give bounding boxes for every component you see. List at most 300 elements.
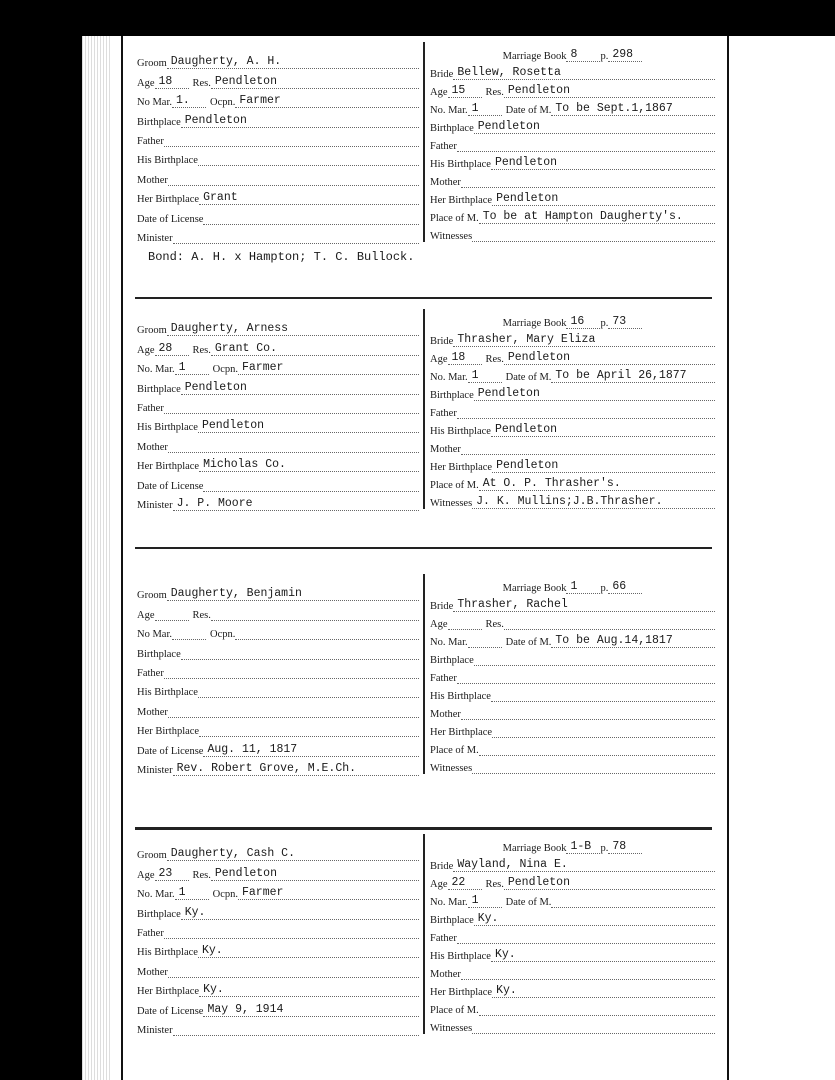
bride-field-row <box>430 684 715 702</box>
groom-field-row <box>137 861 419 880</box>
field-label: Age <box>430 879 448 890</box>
field-value <box>155 620 189 621</box>
groom-field-row <box>137 582 419 601</box>
field-value: Ky. <box>474 913 715 926</box>
groom-field-row <box>137 492 419 511</box>
bride-field-row <box>430 347 715 365</box>
field-value <box>168 452 419 453</box>
field-label: Res. <box>192 77 211 89</box>
scan-left-border <box>0 0 82 1080</box>
field-label: Birthplace <box>430 915 474 926</box>
field-label: Mother <box>137 174 168 186</box>
field-label: Res. <box>192 344 211 356</box>
column-divider <box>423 309 425 509</box>
bride-field-row <box>430 756 715 774</box>
field-value: To be Aug.14,1817 <box>551 635 715 648</box>
field-label: Father <box>430 408 457 419</box>
field-label: Bride <box>430 861 454 872</box>
field-label: Groom <box>137 58 167 70</box>
field-label: Witnesses <box>430 1023 473 1034</box>
field-value <box>211 620 419 621</box>
groom-field-row <box>137 472 419 491</box>
bride-section <box>430 40 715 242</box>
groom-field-row <box>137 225 419 244</box>
marriage-book-ref <box>430 40 715 62</box>
field-value: Rev. Robert Grove, M.E.Ch. <box>173 763 419 776</box>
field-label: Date of License <box>137 480 204 492</box>
column-divider <box>423 574 425 774</box>
field-label: Mother <box>430 709 461 720</box>
bride-field-row <box>430 702 715 720</box>
field-value: 1. <box>172 95 206 108</box>
groom-field-row <box>137 317 419 336</box>
field-value: 1 <box>175 887 209 900</box>
groom-section <box>137 50 419 244</box>
field-value <box>461 454 715 455</box>
bride-field-row <box>430 401 715 419</box>
field-label: Place of M. <box>430 480 479 491</box>
bride-field-row <box>430 962 715 980</box>
page-number: 73 <box>608 316 642 329</box>
groom-field-row <box>137 997 419 1016</box>
groom-section <box>137 842 419 1036</box>
field-label: Age <box>430 354 448 365</box>
field-value: Ky. <box>199 984 419 997</box>
bride-field-row <box>430 383 715 401</box>
field-value <box>504 629 715 630</box>
bride-field-row <box>430 365 715 383</box>
bride-section <box>430 572 715 774</box>
field-label: Minister <box>137 232 173 244</box>
field-value <box>164 146 419 147</box>
field-value: Pendleton <box>474 388 715 401</box>
field-value: 1 <box>175 362 209 375</box>
field-value: Grant Co. <box>211 343 419 356</box>
marriage-book-ref <box>430 307 715 329</box>
field-value <box>457 943 715 944</box>
marriage-book-ref <box>430 572 715 594</box>
groom-field-row <box>137 433 419 452</box>
field-label: Her Birthplace <box>137 726 200 738</box>
bride-field-row <box>430 666 715 684</box>
groom-field-row <box>137 128 419 147</box>
field-value: 23 <box>155 868 189 881</box>
field-label: Age <box>430 87 448 98</box>
groom-field-row <box>137 166 419 185</box>
field-value <box>173 243 419 244</box>
groom-field-row <box>137 698 419 717</box>
bride-field-row <box>430 455 715 473</box>
field-label: Mother <box>137 706 168 718</box>
field-value: Pendleton <box>504 352 715 365</box>
field-label: Place of M. <box>430 745 479 756</box>
groom-field-row <box>137 414 419 433</box>
scan-edge-noise <box>82 36 112 1080</box>
field-label: Birthplace <box>137 908 181 920</box>
bride-field-row <box>430 998 715 1016</box>
field-label: Her Birthplace <box>430 462 493 473</box>
field-label: Ocpn. <box>210 629 236 641</box>
field-value <box>164 413 419 414</box>
field-value <box>457 151 715 152</box>
field-label: Mother <box>137 441 168 453</box>
field-label: Bride <box>430 601 454 612</box>
field-label: Her Birthplace <box>430 727 493 738</box>
groom-field-row <box>137 395 419 414</box>
field-label: Age <box>137 609 155 621</box>
groom-field-row <box>137 108 419 127</box>
field-value: 1 <box>468 895 502 908</box>
field-value <box>198 697 419 698</box>
field-label: Birthplace <box>137 116 181 128</box>
field-label: His Birthplace <box>137 422 198 434</box>
field-label: Father <box>430 141 457 152</box>
groom-field-row <box>137 205 419 224</box>
field-value: Ky. <box>492 985 715 998</box>
field-label: Birthplace <box>430 123 474 134</box>
field-label: Mother <box>137 966 168 978</box>
record-separator <box>135 547 712 549</box>
field-label: Father <box>430 673 457 684</box>
bride-field-row <box>430 134 715 152</box>
field-label: His Birthplace <box>430 426 491 437</box>
marriage-book-label: Marriage Book <box>502 318 567 329</box>
page-number: 66 <box>608 581 642 594</box>
field-label: Ocpn. <box>212 889 238 901</box>
field-value: 15 <box>448 85 482 98</box>
field-label: Groom <box>137 325 167 337</box>
field-label: Witnesses <box>430 498 473 509</box>
page-label: p. <box>600 51 609 62</box>
bride-field-row <box>430 224 715 242</box>
groom-field-row <box>137 1017 419 1036</box>
field-value: Daugherty, Arness <box>167 323 419 336</box>
field-value: Grant <box>199 192 419 205</box>
field-value <box>172 639 206 640</box>
field-label: No. Mar. <box>430 372 468 383</box>
field-value <box>468 647 502 648</box>
marriage-book-label: Marriage Book <box>502 843 567 854</box>
field-label: No. Mar. <box>430 897 468 908</box>
field-label: Res. <box>485 879 504 890</box>
bride-field-row <box>430 170 715 188</box>
field-value <box>472 1033 715 1034</box>
groom-field-row <box>137 757 419 776</box>
page-label: p. <box>600 843 609 854</box>
marriage-record <box>135 572 715 777</box>
field-value <box>448 629 482 630</box>
field-label: Date of License <box>137 1005 204 1017</box>
field-value <box>199 736 419 737</box>
field-label: Res. <box>485 354 504 365</box>
field-value: Aug. 11, 1817 <box>203 744 419 757</box>
page-label: p. <box>600 583 609 594</box>
field-label: Her Birthplace <box>430 195 493 206</box>
field-value <box>168 977 419 978</box>
bride-field-row <box>430 206 715 224</box>
bride-field-row <box>430 720 715 738</box>
field-value: Wayland, Nina E. <box>453 859 715 872</box>
record-separator <box>135 297 712 299</box>
bride-field-row <box>430 944 715 962</box>
bride-field-row <box>430 648 715 666</box>
field-value: May 9, 1914 <box>203 1004 419 1017</box>
bride-field-row <box>430 738 715 756</box>
field-value <box>461 979 715 980</box>
groom-section <box>137 317 419 511</box>
field-label: No Mar. <box>137 629 172 641</box>
page-right-rule <box>727 36 729 1080</box>
field-value: 22 <box>448 877 482 890</box>
field-label: Minister <box>137 1024 173 1036</box>
field-label: Place of M. <box>430 1005 479 1016</box>
bride-field-row <box>430 872 715 890</box>
page-label: p. <box>600 318 609 329</box>
page-number: 298 <box>608 49 642 62</box>
field-value: To be Sept.1,1867 <box>551 103 715 116</box>
field-value: Pendleton <box>492 193 715 206</box>
field-value: Pendleton <box>181 382 419 395</box>
field-value <box>457 418 715 419</box>
marriage-record <box>135 40 715 245</box>
field-label: Birthplace <box>430 655 474 666</box>
groom-field-row <box>137 186 419 205</box>
groom-field-row <box>137 718 419 737</box>
field-value: Thrasher, Rachel <box>453 599 715 612</box>
field-value: Pendleton <box>211 76 419 89</box>
groom-field-row <box>137 621 419 640</box>
field-label: Place of M. <box>430 213 479 224</box>
field-value: Daugherty, Cash C. <box>167 848 419 861</box>
groom-field-row <box>137 336 419 355</box>
groom-field-row <box>137 375 419 394</box>
field-label: Witnesses <box>430 763 473 774</box>
groom-field-row <box>137 660 419 679</box>
bride-field-row <box>430 1016 715 1034</box>
field-value <box>164 938 419 939</box>
field-value <box>472 773 715 774</box>
field-value: Thrasher, Mary Eliza <box>453 334 715 347</box>
field-label: Father <box>137 402 164 414</box>
field-value <box>479 755 715 756</box>
field-value <box>479 1015 715 1016</box>
bride-field-row <box>430 594 715 612</box>
bride-field-row <box>430 98 715 116</box>
bride-section <box>430 832 715 1034</box>
marriage-book-number: 1-B <box>566 841 600 854</box>
field-label: Minister <box>137 499 173 511</box>
field-value: Ky. <box>181 907 419 920</box>
bride-section <box>430 307 715 509</box>
field-label: Date of License <box>137 745 204 757</box>
field-label: Father <box>137 667 164 679</box>
field-value <box>168 717 419 718</box>
bride-field-row <box>430 854 715 872</box>
field-value: Pendleton <box>504 85 715 98</box>
field-value: Pendleton <box>181 115 419 128</box>
field-value: Pendleton <box>491 424 715 437</box>
bride-field-row <box>430 908 715 926</box>
groom-field-row <box>137 147 419 166</box>
bride-field-row <box>430 980 715 998</box>
field-label: His Birthplace <box>137 155 198 167</box>
bride-field-row <box>430 62 715 80</box>
field-label: Father <box>137 135 164 147</box>
field-label: Her Birthplace <box>137 461 200 473</box>
groom-field-row <box>137 978 419 997</box>
bride-field-row <box>430 491 715 509</box>
field-label: Age <box>137 77 155 89</box>
marriage-book-number: 1 <box>566 581 600 594</box>
groom-field-row <box>137 920 419 939</box>
field-value: Pendleton <box>211 868 419 881</box>
groom-field-row <box>137 958 419 977</box>
field-value: Pendleton <box>492 460 715 473</box>
field-value: Pendleton <box>504 877 715 890</box>
groom-field-row <box>137 453 419 472</box>
field-label: Ocpn. <box>210 97 236 109</box>
field-value <box>181 659 419 660</box>
marriage-book-label: Marriage Book <box>502 583 567 594</box>
groom-field-row <box>137 601 419 620</box>
field-label: Res. <box>192 609 211 621</box>
field-label: Ocpn. <box>212 364 238 376</box>
groom-field-row <box>137 89 419 108</box>
column-divider <box>423 834 425 1034</box>
page-number: 78 <box>608 841 642 854</box>
field-value: Bellew, Rosetta <box>453 67 715 80</box>
field-value <box>457 683 715 684</box>
field-value: Ky. <box>491 949 715 962</box>
field-value <box>491 701 715 702</box>
groom-field-row <box>137 900 419 919</box>
bride-field-row <box>430 152 715 170</box>
field-value: Pendleton <box>198 420 419 433</box>
field-value: 28 <box>155 343 189 356</box>
field-label: Mother <box>430 444 461 455</box>
field-value: Farmer <box>238 362 419 375</box>
marriage-book-label: Marriage Book <box>502 51 567 62</box>
field-label: His Birthplace <box>430 691 491 702</box>
field-value <box>461 719 715 720</box>
field-value <box>203 491 419 492</box>
bride-field-row <box>430 437 715 455</box>
field-value: 18 <box>155 76 189 89</box>
field-value <box>164 678 419 679</box>
field-label: Res. <box>192 869 211 881</box>
field-label: His Birthplace <box>137 687 198 699</box>
bride-field-row <box>430 419 715 437</box>
field-label: Date of M. <box>505 897 552 908</box>
field-value: Daugherty, A. H. <box>167 56 419 69</box>
field-value <box>235 639 419 640</box>
field-label: His Birthplace <box>137 947 198 959</box>
bride-field-row <box>430 612 715 630</box>
field-value <box>472 241 715 242</box>
bride-field-row <box>430 80 715 98</box>
field-label: Her Birthplace <box>137 194 200 206</box>
field-value <box>551 907 715 908</box>
field-label: Bride <box>430 69 454 80</box>
field-label: Minister <box>137 764 173 776</box>
field-label: Birthplace <box>430 390 474 401</box>
field-value <box>198 165 419 166</box>
marriage-record <box>135 307 715 512</box>
field-label: Father <box>137 927 164 939</box>
field-value: To be April 26,1877 <box>551 370 715 383</box>
field-label: His Birthplace <box>430 159 491 170</box>
field-label: No. Mar. <box>137 364 175 376</box>
marriage-book-number: 8 <box>566 49 600 62</box>
bride-field-row <box>430 329 715 347</box>
field-value: J. P. Moore <box>173 498 419 511</box>
field-label: No. Mar. <box>430 637 468 648</box>
groom-field-row <box>137 881 419 900</box>
field-label: Age <box>430 619 448 630</box>
field-label: Birthplace <box>137 383 181 395</box>
field-label: No. Mar. <box>430 105 468 116</box>
marriage-book-ref <box>430 832 715 854</box>
field-label: Age <box>137 344 155 356</box>
field-label: Birthplace <box>137 648 181 660</box>
field-label: Date of M. <box>505 372 552 383</box>
field-value <box>173 1035 419 1036</box>
groom-field-row <box>137 356 419 375</box>
field-label: His Birthplace <box>430 951 491 962</box>
groom-field-row <box>137 69 419 88</box>
marriage-book-number: 16 <box>566 316 600 329</box>
bride-field-row <box>430 188 715 206</box>
groom-field-row <box>137 737 419 756</box>
field-value: Pendleton <box>491 157 715 170</box>
field-label: Her Birthplace <box>137 986 200 998</box>
field-value: Farmer <box>238 887 419 900</box>
field-value <box>168 185 419 186</box>
field-label: Groom <box>137 590 167 602</box>
field-value: J. K. Mullins;J.B.Thrasher. <box>472 496 715 509</box>
column-divider <box>423 42 425 242</box>
groom-field-row <box>137 939 419 958</box>
field-value: Pendleton <box>474 121 715 134</box>
bride-field-row <box>430 630 715 648</box>
page-left-rule <box>121 36 123 1080</box>
field-label: Mother <box>430 969 461 980</box>
bride-field-row <box>430 926 715 944</box>
field-label: Age <box>137 869 155 881</box>
field-label: Date of M. <box>505 637 552 648</box>
field-value <box>203 224 419 225</box>
field-label: No Mar. <box>137 97 172 109</box>
field-label: Date of License <box>137 213 204 225</box>
field-label: Bride <box>430 336 454 347</box>
field-label: Res. <box>485 87 504 98</box>
field-value: At O. P. Thrasher's. <box>479 478 715 491</box>
marriage-record <box>135 832 715 1037</box>
field-label: Groom <box>137 850 167 862</box>
field-value <box>474 665 715 666</box>
field-label: Her Birthplace <box>430 987 493 998</box>
bond-note: Bond: A. H. x Hampton; T. C. Bullock. <box>148 250 415 264</box>
field-label: Mother <box>430 177 461 188</box>
groom-field-row <box>137 640 419 659</box>
field-value: Farmer <box>235 95 419 108</box>
groom-section <box>137 582 419 776</box>
groom-field-row <box>137 842 419 861</box>
field-value: 1 <box>468 370 502 383</box>
field-label: No. Mar. <box>137 889 175 901</box>
groom-field-row <box>137 679 419 698</box>
field-value: 18 <box>448 352 482 365</box>
